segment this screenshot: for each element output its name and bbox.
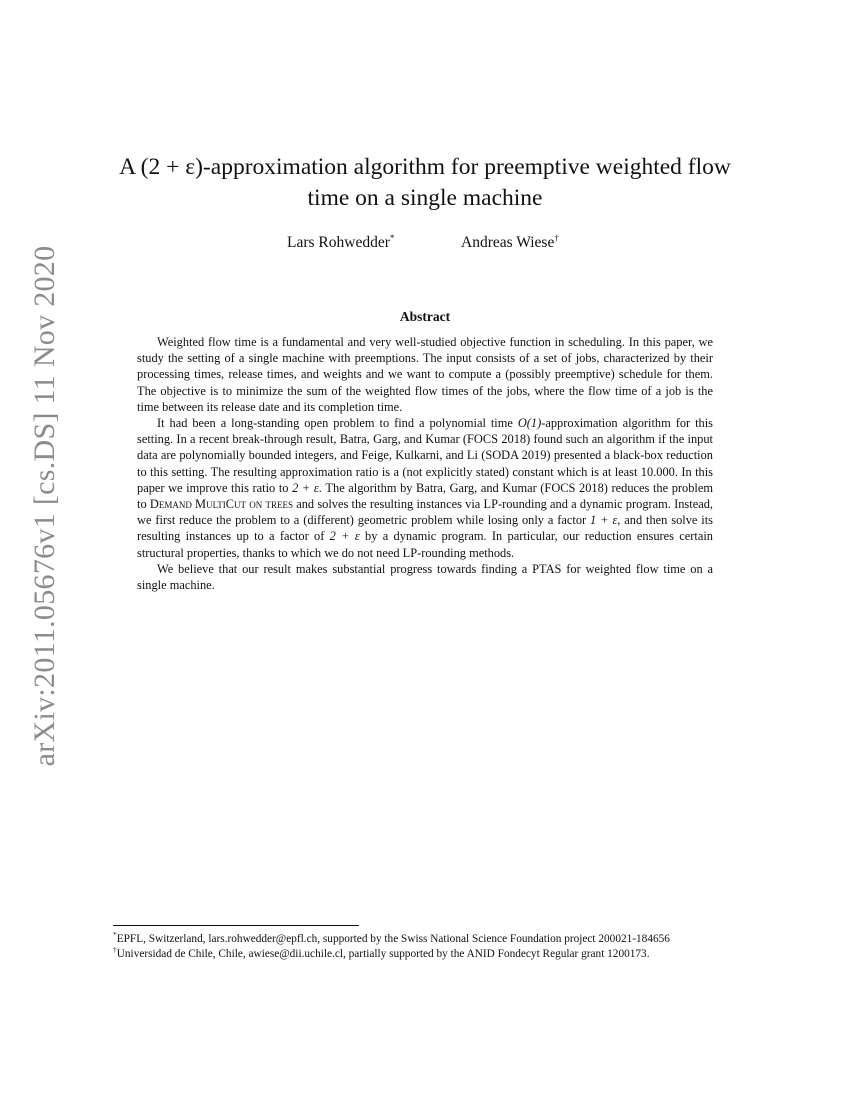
footnote-2 bbox=[113, 947, 753, 962]
paper-title-line-2: time on a single machine bbox=[307, 185, 543, 211]
author-name: Lars Rohwedder bbox=[287, 234, 390, 251]
author-name: Andreas Wiese bbox=[461, 234, 555, 251]
footnote-marker: † bbox=[554, 232, 559, 243]
abstract-paragraph-1: Weighted flow time is a fundamental and very well-studied objective function in scheduling. In this paper, we study the setting of a single machine with preemptions. The input consists of a set of jobs, characterized by their processing times, release times, and weights and we want to compute a (possibly preemptive) schedule for them. The objective is to minimize the sum of the weighted flow times of the jobs, where the flow time of a job is the time between its release date and its completion time. bbox=[137, 335, 713, 414]
author-wiese bbox=[461, 234, 559, 252]
paper-title-line-1: A (2 + ε)-approximation algorithm for preemptive weighted flow bbox=[119, 154, 731, 180]
text-run: It had been a long-standing open problem to find a polynomial time bbox=[157, 416, 518, 431]
text-run: -approximation algorithm for this setting. In a recent break-through result, Batra, Garg, and Kumar (FOCS 2018) found such an algorithm if the input data are polynomially bounded integers, and Feige, Kulkarni, and Li (SODA 2019) presented a black-box reduction to this setting. The resulting approximation ratio is a (not explicitly stated) constant which is at least 10.000. In this paper we improve this ratio to bbox=[137, 416, 713, 495]
footnote-text: Universidad de Chile, Chile, awiese@dii.uchile.cl, partially supported by the ANID Fondecyt Regular grant 1200173. bbox=[116, 948, 650, 960]
math-expression: 2 + ε bbox=[292, 480, 319, 495]
footnote-marker: † bbox=[113, 945, 117, 955]
arxiv-identifier-stamp: arXiv:2011.05676v1 [cs.DS] 11 Nov 2020 bbox=[28, 245, 61, 767]
footnote-text: EPFL, Switzerland, lars.rohwedder@epfl.ch, supported by the Swiss National Science Foundation project 200021-184656 bbox=[116, 933, 670, 945]
math-expression: 2 + ε bbox=[329, 529, 360, 544]
footnotes bbox=[113, 932, 753, 962]
math-expression: 1 + ε bbox=[590, 513, 618, 528]
abstract-body bbox=[137, 334, 713, 593]
text-run: . The algorithm by Batra, Garg, and Kumar (FOCS 2018) reduces the problem to bbox=[137, 480, 713, 512]
text-run: and solves the resulting instances via LP-rounding and a dynamic program. Instead, we first reduce the problem to a (different) geometric problem while losing only a factor bbox=[137, 497, 713, 528]
footnote-divider bbox=[113, 925, 359, 926]
abstract-heading: Abstract bbox=[399, 309, 451, 324]
abstract-paragraph-2 bbox=[137, 415, 713, 561]
text-run: , and then solve its resulting instances up to a factor of bbox=[137, 513, 713, 544]
paper-title bbox=[95, 152, 755, 214]
problem-name: Demand MultiCut on trees bbox=[149, 497, 293, 512]
text-run: by a dynamic program. In particular, our reduction ensures certain structural properties, thanks to which we do not need LP-rounding methods. bbox=[137, 529, 714, 560]
footnote-1 bbox=[113, 932, 753, 947]
abstract-paragraph-3: We believe that our result makes substantial progress towards finding a PTAS for weighted flow time on a single machine. bbox=[137, 561, 713, 593]
math-expression: O(1) bbox=[517, 416, 542, 431]
footnote-marker: * bbox=[113, 930, 117, 940]
footnote-marker: * bbox=[389, 232, 395, 243]
author-rohwedder bbox=[287, 234, 394, 252]
